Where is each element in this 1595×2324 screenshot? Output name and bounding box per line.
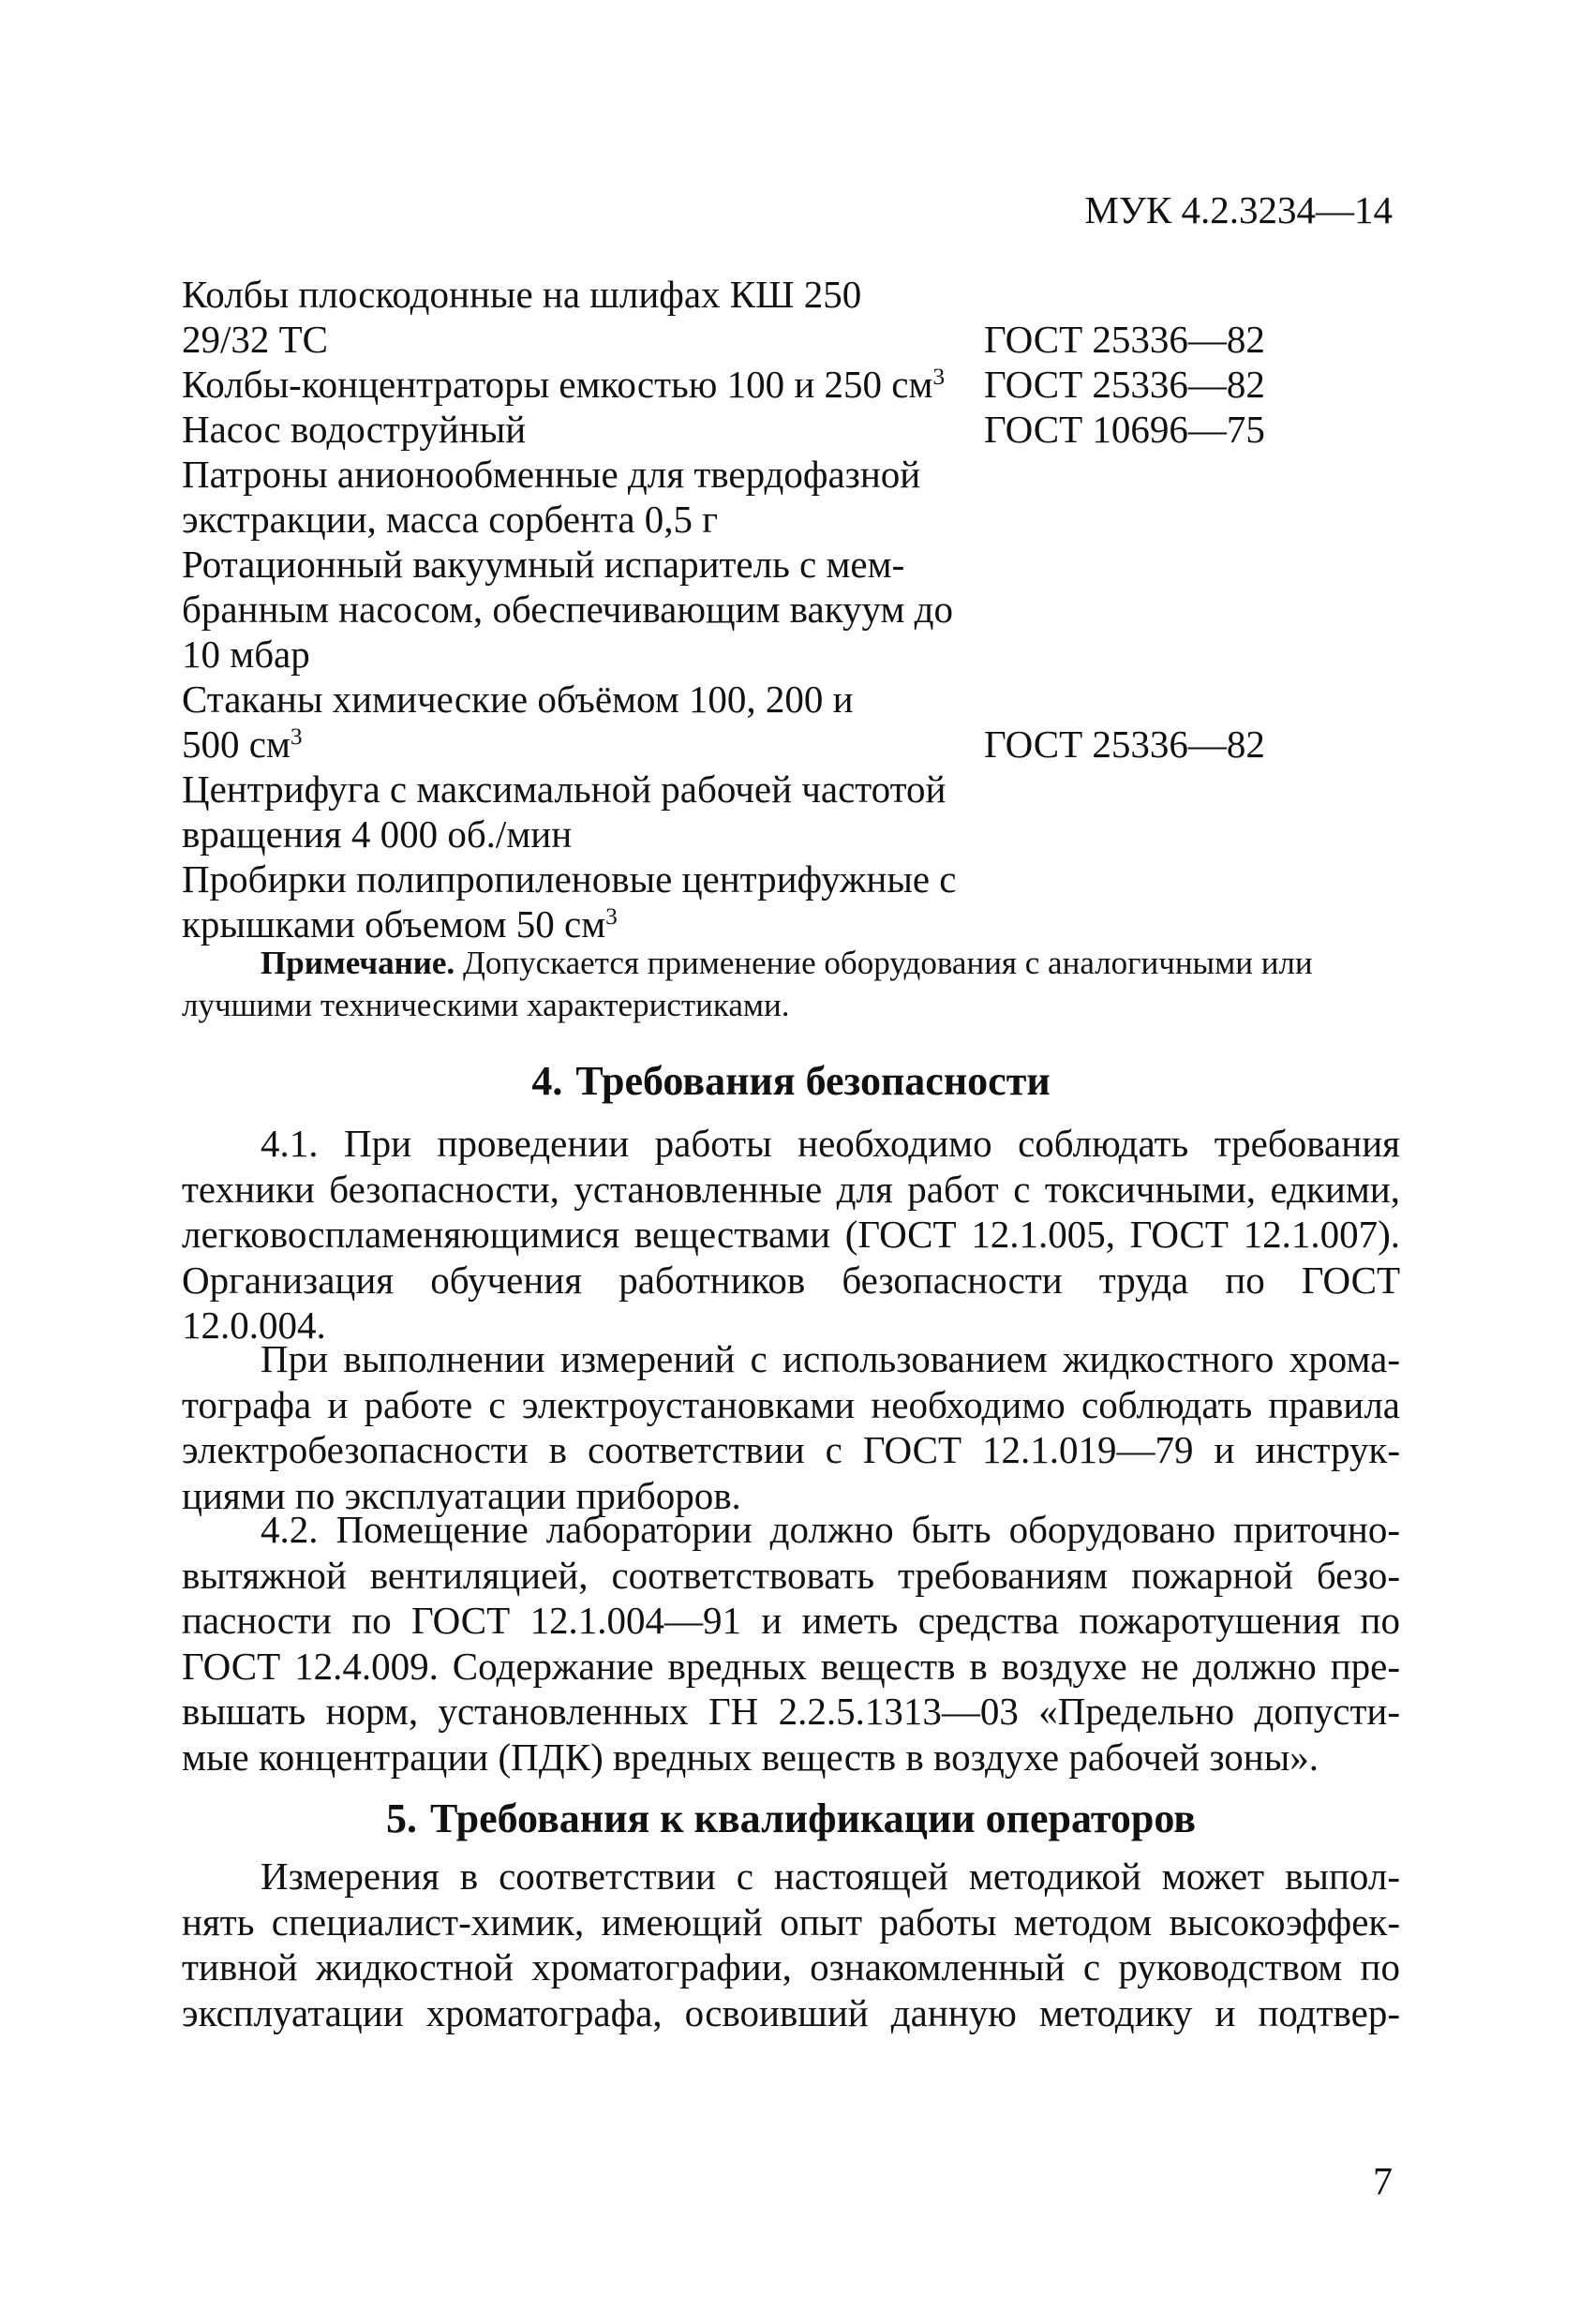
note-label: Примечание. [261,945,455,981]
equipment-standard: ГОСТ 25336—82 [984,723,1265,766]
equipment-item [182,452,1400,542]
section-4-heading: 4. Требования безопасности [531,1058,1051,1104]
note-text: Допускается применение оборудования с аналогичными или [455,945,1313,981]
document-code-header: МУК 4.2.3234—14 [1084,188,1393,231]
section-4-paragraph-3: 4.2. Помещение лаборатории должно быть оборудовано приточно- вытяжной вентиляцией, соответствовать требованиям пожарной безо- пасности по ГОСТ 12.1.004—91 и иметь средства пожаротушения по ГОСТ 12.4.009. Содержание вредных веществ в воздухе не должно пре- вышать норм, установленных ГН 2.2.5.1313—03 «Предельно допусти- мые концентрации (ПДК) вредных веществ в воздухе рабочей зоны». [182,1508,1400,1779]
equipment-name: Насос водоструйный [182,408,527,451]
equipment-item [182,677,1400,767]
equipment-note [182,942,1394,1026]
section-4-paragraph-1: 4.1. При проведении работы необходимо соблюдать требования техники безопасности, установленные для работ с токсичными, едкими, легковоспламеняющимися веществами (ГОСТ 12.1.005, ГОСТ 12.1.007). Организация обучения работников безопасности труда по ГОСТ 12.0.004. [182,1122,1400,1347]
note-text-continued: лучшими техническими характеристиками. [182,987,790,1023]
equipment-item [182,857,1400,946]
equipment-name: Патроны анионообменные для твердофазной экстракции, масса сорбента 0,5 г [182,453,921,541]
page-number: 7 [1373,2161,1393,2204]
section-5-paragraph-1: Измерения в соответствии с настоящей методикой может выпол- нять специалист-химик, имеющий опыт работы методом высокоэффек- тивной жидкостной хроматографии, ознакомленный с руководством по эксплуатации хроматографа, освоивший данную методику и подтвер- [182,1855,1400,2034]
equipment-standard: ГОСТ 10696—75 [984,408,1265,451]
equipment-name: Пробирки полипропиленовые центрифужные с крышками объемом 50 $см^3$ [182,857,957,946]
equipment-item [182,407,1400,452]
equipment-name: Ротационный вакуумный испаритель с мем- бранным насосом, обеспечивающим вакуум до 10 мбар [182,543,954,676]
equipment-standard: ГОСТ 25336—82 [984,363,1265,406]
equipment-standard: ГОСТ 25336—82 [984,318,1265,361]
section-5-heading: 5. Требования к квалификации операторов [385,1795,1197,1841]
equipment-name: Колбы-концентраторы емкостью 100 и 250 $см^3$ [182,363,946,406]
equipment-name: Стаканы химические объёмом 100, 200 и 500 $см^3$ [182,678,854,766]
equipment-item [182,542,1400,677]
equipment-name: Колбы плоскодонные на шлифах КШ 250 29/32 ТС [182,273,862,361]
equipment-item [182,767,1400,857]
equipment-item [182,272,1400,362]
equipment-list [182,272,1400,946]
equipment-name: Центрифуга с максимальной рабочей частотой вращения 4 000 об./мин [182,767,947,856]
section-4-paragraph-2: При выполнении измерений с использованием жидкостного хрома- тографа и работе с электроустановками необходимо соблюдать правила электробезопасности в соответствии с ГОСТ 12.1.019—79 и инструк- циями по эксплуатации приборов. [182,1337,1400,1517]
equipment-item [182,362,1400,407]
